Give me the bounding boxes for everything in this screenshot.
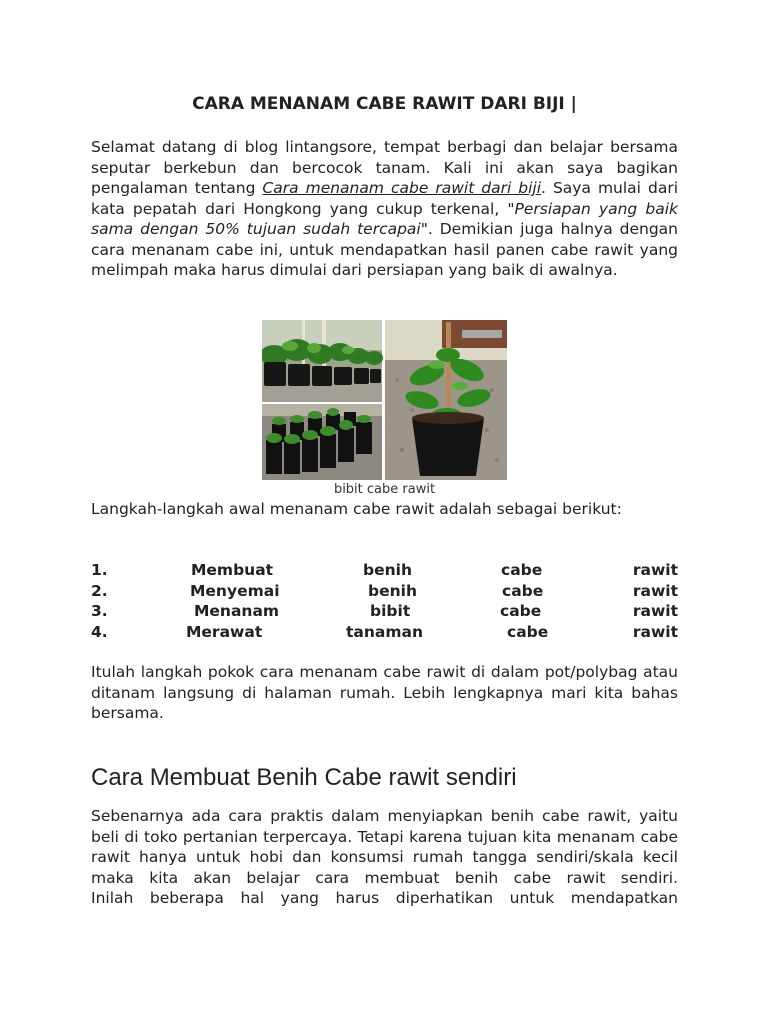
step-object: tanaman — [346, 622, 424, 641]
steps-list — [91, 560, 678, 642]
step-object: bibit — [370, 602, 411, 620]
step-word: rawit — [632, 622, 678, 641]
step-number: 2. — [91, 581, 108, 600]
step-word: rawit — [632, 561, 678, 579]
section-paragraph: Inilah beberapa hal yang harus diperhatikan untuk mendapatkan — [91, 889, 678, 907]
intro-text-1: Selamat datang di blog lintangsore, tempat berbagi dan belajar bersama seputar berkebun dan bercocok tanam. Kali ini akan saya bagikan pengalaman tentang — [91, 138, 678, 197]
step-object: benih — [368, 581, 417, 600]
intro-text-3: ". Demikian juga halnya dengan cara menanam cabe ini, untuk mendapatkan hasil panen cabe rawit yang melimpah maka harus dimulai dari persiapan yang baik di awalnya. — [91, 220, 678, 279]
page-title: CARA MENANAM CABE RAWIT DARI BIJI | — [192, 94, 577, 114]
section-body — [91, 806, 678, 909]
intro-paragraph — [91, 137, 678, 281]
article-link[interactable]: Cara menanam cabe rawit dari biji — [262, 179, 542, 197]
figure-caption: bibit cabe rawit — [333, 482, 436, 497]
step-word: cabe — [501, 561, 543, 579]
summary-paragraph: Itulah langkah pokok cara menanam cabe rawit di dalam pot/polybag atau ditanam langsung di halaman rumah. Lebih lengkapnya mari kita bahas bersama. — [91, 663, 678, 722]
seedling-photo — [262, 320, 507, 480]
list-item — [91, 560, 678, 581]
step-verb: Merawat — [186, 622, 263, 641]
step-number: 3. — [91, 602, 108, 620]
step-word: cabe — [502, 581, 544, 600]
step-verb: Menyemai — [190, 581, 280, 600]
step-word: cabe — [507, 622, 549, 641]
section-heading: Cara Membuat Benih Cabe rawit sendiri — [91, 764, 517, 791]
step-word: rawit — [632, 602, 678, 620]
intro-text-2: . Saya mulai dari kata pepatah dari Hongkong yang cukup terkenal, " — [91, 179, 678, 218]
step-number: 4. — [91, 622, 108, 641]
intro-quote: Persiapan yang baik sama dengan 50% tujuan sudah tercapai — [91, 199, 678, 238]
step-verb: Membuat — [191, 561, 274, 579]
list-item — [91, 581, 678, 602]
step-object: benih — [363, 561, 412, 579]
step-word: rawit — [632, 581, 678, 600]
step-word: cabe — [500, 602, 542, 620]
section-paragraph: Sebenarnya ada cara praktis dalam menyiapkan benih cabe rawit, yaitu beli di toko pertanian terpercaya. Tetapi karena tujuan kita menanam cabe rawit hanya untuk hobi dan konsumsi rumah tangga sendiri/skala kecil maka kita akan belajar cara membuat benih cabe rawit sendiri. — [91, 807, 678, 887]
steps-intro: Langkah-langkah awal menanam cabe rawit adalah sebagai berikut: — [91, 500, 622, 518]
list-item — [91, 601, 678, 622]
step-number: 1. — [91, 561, 108, 579]
list-item — [91, 622, 678, 643]
step-verb: Menanam — [194, 602, 280, 620]
